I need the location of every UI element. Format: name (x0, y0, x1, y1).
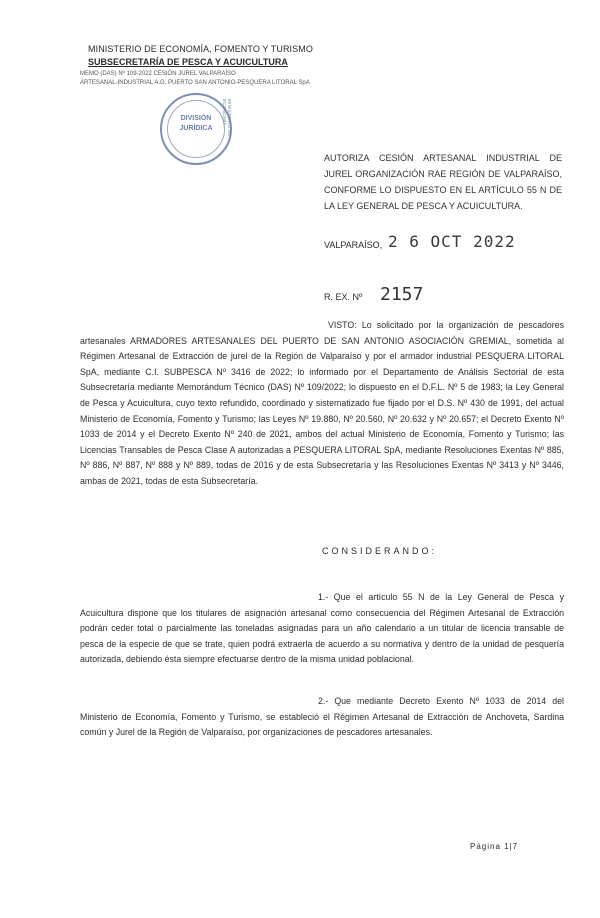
place: VALPARAÍSO, (324, 240, 383, 250)
considerando-heading: CONSIDERANDO: (322, 546, 438, 556)
visto-paragraph: VISTO: Lo solicitado por la organización de pescadores artesanales ARMADORES ARTESANALES DEL PUERTO DE SAN ANTONIO ASOCIACIÓN GREMIAL, sometida al Régimen Artesanal de Extracción de jurel de la Región de Valparaíso y por el armador industrial PESQUERA LITORAL SpA, mediante C.I. SUBPESCA Nº 3416 de 2022; lo informado por el Departamento de Análisis Sectorial de esta Subsecretaría mediante Memorándum Técnico (DAS) Nº 109/2022; lo dispuesto en el D.F.L. Nº 5 de 1983; la Ley General de Pesca y Acuicultura, cuyo texto refundido, coordinado y sistematizado fue fijado por el D.S. Nº 430 de 1991, del actual Ministerio de Economía, Fomento y Turismo; las Leyes Nº 19.880, Nº 20.560, Nº 20.632 y Nº 20.657; el Decreto Exento Nº 1033 de 2014 y el Decreto Exento Nº 240 de 2021, ambos del actual Ministerio de Economía, Fomento y Turismo; las Licencias Transables de Pesca Clase A autorizadas a PESQUERA LITORAL SpA, mediante Resoluciones Exentas Nº 885, Nº 886, Nº 887, Nº 888 y Nº 889, todas de 2016 y de esta Subsecretaría y las Resoluciones Exentas Nº 3413 y Nº 3446, ambas de 2021, todas de esta Subsecretaría. (80, 320, 564, 486)
ministry-header: MINISTERIO DE ECONOMÍA, FOMENTO Y TURISMO (88, 44, 313, 54)
page-number: Página 1|7 (470, 842, 519, 851)
considerando-paragraph-2: 2.- Que mediante Decreto Exento Nº 1033 de 2014 del Ministerio de Economía, Fomento y Turismo, se estableció el Régimen Artesanal de Extracción de Anchoveta, Sardina común y Jurel de la Región de Valparaíso, por organizaciones de pescadores artesanales. (80, 696, 564, 738)
memo-reference: MEMO (DAS) Nº 109-2022 CESIÓN JUREL VALPARAÍSO (80, 71, 236, 77)
division-juridica-stamp (160, 93, 232, 165)
stamp-line-2: JURÍDICA (179, 125, 213, 132)
date-stamp: 2 6 OCT 2022 (388, 232, 516, 251)
stamp-side-text: MINISTERIO DE ECONOMÍA (222, 99, 232, 137)
resolution-label: R. EX. Nº (324, 292, 363, 302)
resolution-number: 2157 (380, 284, 424, 305)
considerando-paragraph-1: 1.- Que el artículo 55 N de la Ley General de Pesca y Acuicultura dispone que los titulares de asignación artesanal como consecuencia del Régimen Artesanal de Extracción podrán ceder total o parcialmente las toneladas asignadas para un año calendario a un titular de licencia transable de pesca de la especie de que se trate, quien podrá extraerla de acuerdo a su normativa y dentro de la unidad de pesquería autorizada, debiendo ésta siempre efectuarse dentro de la misma unidad poblacional. (80, 592, 564, 665)
resolution-subject: AUTORIZA CESIÓN ARTESANAL INDUSTRIAL DE JUREL ORGANIZACIÓN RAE REGIÓN DE VALPARAÍSO, CONFORME LO DISPUESTO EN EL ARTÍCULO 55 N DE LA LEY GENERAL DE PESCA Y ACUICULTURA. (324, 153, 562, 211)
subsecretaria-header: SUBSECRETARÍA DE PESCA Y ACUICULTURA (88, 57, 288, 67)
stamp-line-1: DIVISIÓN (180, 115, 212, 122)
memo-reference-2: ARTESANAL-INDUSTRIAL A.G. PUERTO SAN ANTONIO-PESQUERA LITORAL SpA (80, 80, 310, 86)
